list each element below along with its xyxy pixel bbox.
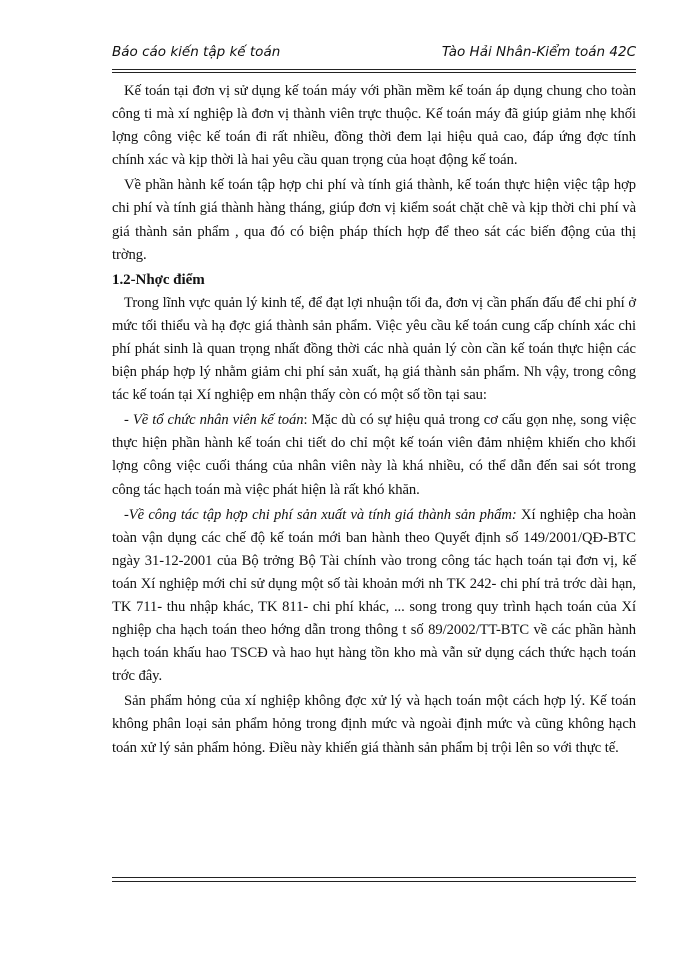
header-rule-top <box>112 69 636 70</box>
footer-rule-top <box>112 877 636 878</box>
paragraph-cost-management: Trong lĩnh vực quản lý kinh tế, để đạt lợi nhuận tối đa, đơn vị cần phấn đấu để chi phí ở mức tối thiểu và hạ đợc giá thành sản phẩm. Việc yêu cầu kế toán cung cấp chính xác chi phí phát sinh là quan trọng nhất đồng thời các nhà quản lý còn cần kế toán thực hiện các biện pháp hợp lý nhằm giảm chi phí sản xuất, hạ giá thành sản phẩm. Nh vậy, trong công tác kế toán tại Xí nghiệp em nhận thấy còn có một số tồn tại sau: <box>112 294 636 404</box>
paragraph-cost-calculation: Về phần hành kế toán tập hợp chi phí và tính giá thành, kế toán thực hiện việc tập hợp chi phí và tính giá thành hàng tháng, giúp đơn vị kiểm soát chặt chẽ và kịp thời chi phí và giá thành sản phẩm , qua đó có biện pháp thích hợp để theo sát các biến động của thị trờng. <box>112 177 636 263</box>
section-heading-weaknesses: 1.2-Nhợc điểm <box>112 271 205 288</box>
paragraph-defective-products: Sản phẩm hỏng của xí nghiệp không đợc xử lý và hạch toán một cách hợp lý. Kế toán không phân loại sản phẩm hỏng trong định mức và ngoài định mức và cũng không hạch toán xử lý sản phẩm hỏng. Điều này khiến giá thành sản phẩm bị trội lên so với thực tế. <box>112 693 636 756</box>
header-report-title: Báo cáo kiến tập kế toán <box>112 44 281 60</box>
paragraph-staff-organization <box>112 409 636 501</box>
header-author: Tào Hải Nhân-Kiểm toán 42C <box>441 44 636 60</box>
header-rule-bottom <box>112 72 636 73</box>
paragraph-accounting-software: Kế toán tại đơn vị sử dụng kế toán máy với phần mềm kế toán áp dụng chung cho toàn công ti mà xí nghiệp là đơn vị thành viên trực thuộc. Kế toán máy đã giúp giảm nhẹ khối lợng công việc kế toán đi rất nhiều, đồng thời đem lại hiệu quả cao, đáp ứng đợc tính chính xác và kịp thời là hai yêu cầu quan trọng của hoạt động kế toán. <box>112 83 636 169</box>
page-header <box>112 38 636 68</box>
cost-aggregation-text: Xí nghiệp cha hoàn toàn vận dụng các chế độ kế toán mới ban hành theo Quyết định số 149/2001/QĐ-BTC ngày 31-12-2001 của Bộ trởng Bộ Tài chính vào trong công tác hạch toán tại đơn vị, kế toán Xí nghiệp mới chỉ sử dụng một số tài khoản mới nh TK 242- chi phí trả trớc dài hạn, TK 711- thu nhập khác, TK 811- chi phí khác, ... song trong quy trình hạch toán của Xí nghiệp cha hạch toán theo hớng dẫn trong thông t số 89/2002/TT-BTC về các phần hành hạch toán khấu hao TSCĐ và hao hụt hàng tồn kho mà vẫn sử dụng cách thức hạch toán trớc đây. <box>112 506 636 685</box>
staff-organization-lead: - Về tổ chức nhân viên kế toán <box>124 412 304 429</box>
cost-aggregation-lead: -Về công tác tập hợp chi phí sản xuất và tính giá thành sản phẩm: <box>124 506 517 523</box>
paragraph-cost-aggregation <box>112 504 636 689</box>
body-text <box>112 80 636 762</box>
footer-rule-bottom <box>112 881 636 882</box>
staff-organization-text: : Mặc dù có sự hiệu quả trong cơ cấu gọn nhẹ, song việc thực hiện phần hành kế toán chi tiết do chỉ một kế toán viên đảm nhiệm khiến cho khối lợng công việc cuối tháng của nhân viên này là khá nhiều, có thể dẫn đến sai sót trong công tác hạch toán mà việc phát hiện là rất khó khăn. <box>112 412 636 498</box>
